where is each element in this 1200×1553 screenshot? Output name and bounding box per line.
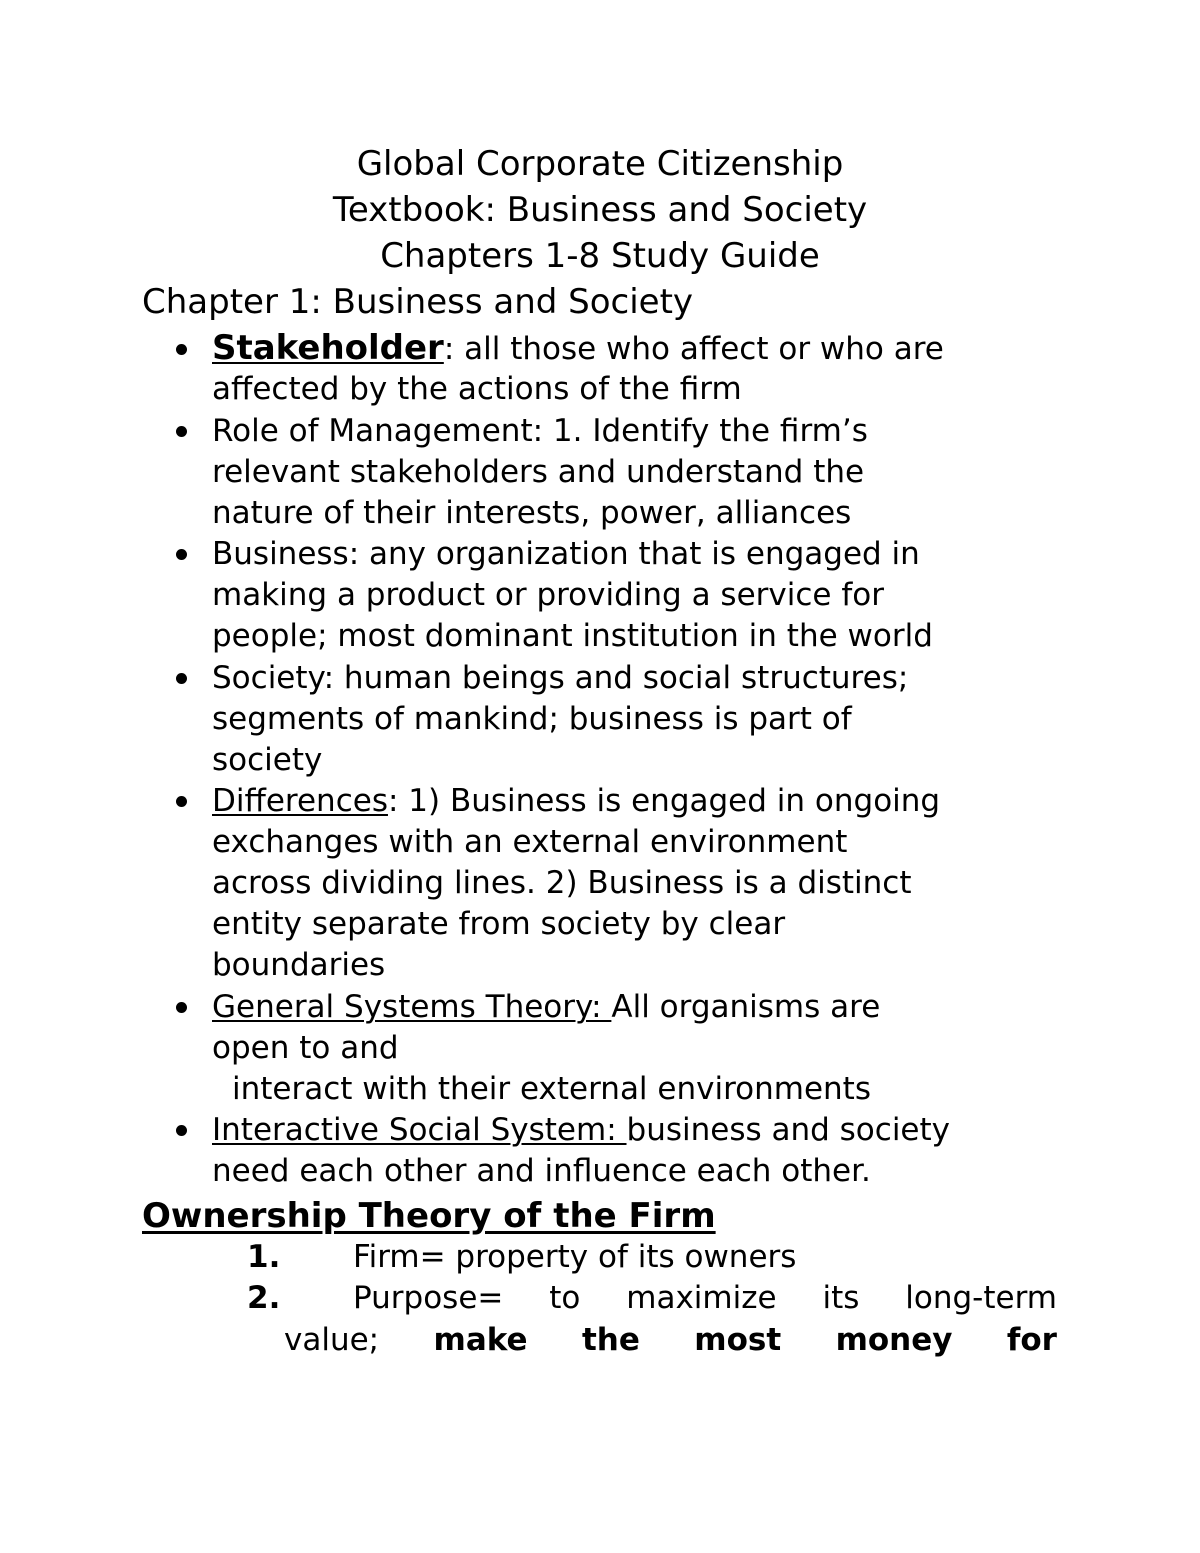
list-item-management: Role of Management: 1. Identify the firm’s [212,413,868,449]
word: long-term [905,1280,1057,1316]
list-item-stakeholder [212,328,944,370]
bullet-icon [176,1002,187,1013]
bullet-icon [176,549,187,560]
systems-theory-definition: All organisms are [611,989,881,1025]
ownership-item-1: Firm= property of its owners [353,1239,797,1275]
bold-word: most [694,1322,782,1358]
study-guide-line: Chapters 1-8 Study Guide [380,236,820,276]
differences-term: Differences [212,783,388,819]
systems-theory-term: General Systems Theory: [212,989,612,1025]
word: maximize [626,1280,777,1316]
word: to [549,1280,581,1316]
business-line-3: people; most dominant institution in the world [212,618,933,654]
bullet-icon [176,673,187,684]
differences-definition: : 1) Business is engaged in ongoing [387,783,941,819]
business-line-2: making a product or providing a service for [212,577,884,613]
word: Purpose= [353,1280,504,1316]
word: its [822,1280,860,1316]
society-line-2: segments of mankind; business is part of [212,701,852,737]
list-number: 1. [247,1239,281,1275]
bullet-icon [176,796,187,807]
stakeholder-term: Stakeholder [212,328,444,368]
list-item-society: Society: human beings and social structures; [212,660,909,696]
interactive-system-line-2: need each other and influence each other. [212,1153,871,1189]
stakeholder-definition: : all those who affect or who are [443,331,944,367]
management-line-3: nature of their interests, power, alliances [212,495,852,531]
differences-line-3: across dividing lines. 2) Business is a distinct [212,865,912,901]
ownership-item-2-line-2 [284,1320,1057,1361]
list-item-systems-theory [212,987,880,1028]
interactive-system-term: Interactive Social System: [212,1112,627,1148]
stakeholder-line-2: affected by the actions of the firm [212,371,742,407]
list-item-differences [212,781,940,822]
systems-theory-line-3: interact with their external environments [232,1071,871,1107]
management-line-2: relevant stakeholders and understand the [212,454,865,490]
word: value; [284,1322,380,1358]
chapter-1-heading: Chapter 1: Business and Society [142,282,694,322]
bold-word: for [1006,1322,1057,1358]
interactive-system-definition: business and society [626,1112,951,1148]
bold-word: make [433,1322,528,1358]
list-number: 2. [247,1280,281,1316]
society-line-3: society [212,742,323,778]
differences-line-2: exchanges with an external environment [212,824,848,860]
bold-word: money [835,1322,953,1358]
differences-line-4: entity separate from society by clear [212,906,786,942]
differences-line-5: boundaries [212,947,386,983]
bullet-icon [176,426,187,437]
ownership-theory-heading: Ownership Theory of the Firm [142,1196,716,1236]
list-item-interactive-system [212,1110,950,1151]
ownership-item-2-line-1 [353,1278,1057,1319]
systems-theory-line-2: open to and [212,1030,399,1066]
document-title: Global Corporate Citizenship [356,144,844,184]
bullet-icon [176,1125,187,1136]
textbook-line: Textbook: Business and Society [332,190,868,230]
bold-word: the [581,1322,640,1358]
list-item-business: Business: any organization that is engaged in [212,536,920,572]
bullet-icon [176,344,187,355]
